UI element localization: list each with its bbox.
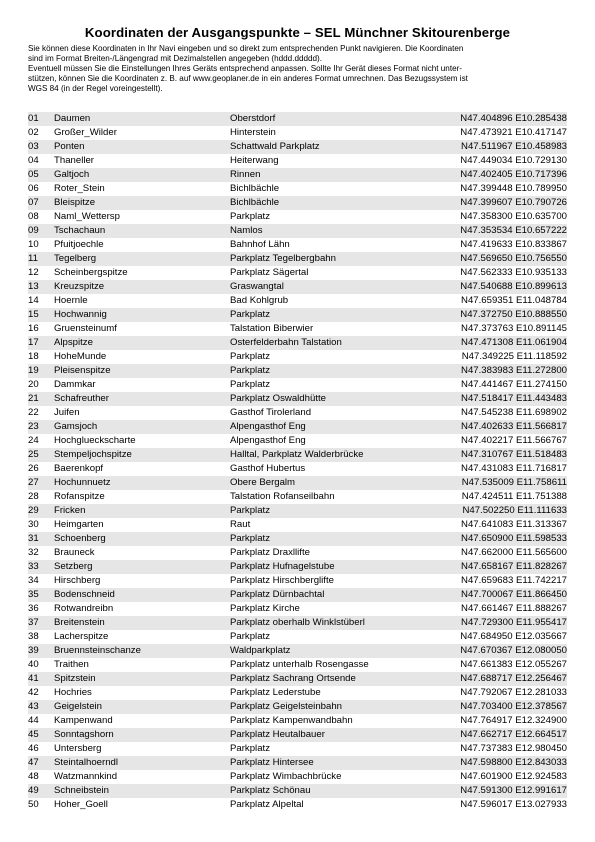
summit-name: Hochwannig (54, 309, 107, 320)
coordinates: N47.700067 E11.866450 (461, 589, 567, 600)
coordinates: N47.569650 E10.756550 (460, 253, 567, 264)
coordinates: N47.661383 E12.055267 (460, 659, 567, 670)
summit-name: Kreuzspitze (54, 281, 105, 292)
row-number: 47 (28, 757, 39, 768)
row-number: 01 (28, 113, 39, 124)
table-row (28, 798, 567, 812)
table-row (28, 546, 567, 560)
row-number: 06 (28, 183, 39, 194)
row-number: 32 (28, 547, 39, 558)
summit-name: Hochunnuetz (54, 477, 111, 488)
starting-point: Rinnen (230, 169, 261, 180)
summit-name: Gruensteinumf (54, 323, 117, 334)
row-number: 44 (28, 715, 39, 726)
table-row (28, 490, 567, 504)
coordinates: N47.471308 E11.061904 (461, 337, 567, 348)
summit-name: Bruennsteinschanze (54, 645, 141, 656)
row-number: 15 (28, 309, 39, 320)
summit-name: Setzberg (54, 561, 93, 572)
row-number: 43 (28, 701, 39, 712)
row-number: 36 (28, 603, 39, 614)
row-number: 17 (28, 337, 39, 348)
row-number: 16 (28, 323, 39, 334)
starting-point: Parkplatz Kirche (230, 603, 300, 614)
starting-point: Parkplatz (230, 379, 270, 390)
summit-name: Daumen (54, 113, 91, 124)
table-row (28, 644, 567, 658)
row-number: 22 (28, 407, 39, 418)
table-row (28, 602, 567, 616)
coordinates: N47.518417 E11.443483 (461, 393, 567, 404)
starting-point: Parkplatz Sägertal (230, 267, 309, 278)
row-number: 09 (28, 225, 39, 236)
summit-name: Juifen (54, 407, 80, 418)
starting-point: Parkplatz Hintersee (230, 757, 314, 768)
coordinates: N47.641083 E11.313367 (461, 519, 567, 530)
starting-point: Alpengasthof Eng (230, 435, 306, 446)
coordinates: N47.703400 E12.378567 (460, 701, 567, 712)
coordinates: N47.424511 E11.751388 (461, 491, 567, 502)
coordinates: N47.310767 E11.518483 (461, 449, 567, 460)
table-row (28, 714, 567, 728)
starting-point: Parkplatz Dürnbachtal (230, 589, 325, 600)
row-number: 30 (28, 519, 39, 530)
coordinates: N47.764917 E12.324900 (460, 715, 567, 726)
table-row (28, 196, 567, 210)
table-row (28, 210, 567, 224)
row-number: 41 (28, 673, 39, 684)
coordinates: N47.684950 E12.035667 (460, 631, 567, 642)
coordinates: N47.688717 E12.256467 (460, 673, 567, 684)
starting-point: Namlos (230, 225, 263, 236)
summit-name: Großer_Wilder (54, 127, 117, 138)
table-row (28, 350, 567, 364)
summit-name: Lacherspitze (54, 631, 109, 642)
row-number: 03 (28, 141, 39, 152)
coordinates: N47.358300 E10.635700 (460, 211, 567, 222)
starting-point: Parkplatz Schönau (230, 785, 311, 796)
starting-point: Waldparkplatz (230, 645, 291, 656)
summit-name: Hochries (54, 687, 92, 698)
starting-point: Parkplatz Wimbachbrücke (230, 771, 342, 782)
table-row (28, 434, 567, 448)
coordinates: N47.373763 E10.891145 (461, 323, 567, 334)
table-row (28, 616, 567, 630)
starting-point: Parkplatz unterhalb Rosengasse (230, 659, 369, 670)
starting-point: Parkplatz Lederstube (230, 687, 321, 698)
row-number: 14 (28, 295, 39, 306)
table-row (28, 280, 567, 294)
starting-point: Bichlbächle (230, 197, 280, 208)
coordinates: N47.662000 E11.565600 (461, 547, 567, 558)
coordinates: N47.383983 E11.272800 (461, 365, 567, 376)
row-number: 26 (28, 463, 39, 474)
summit-name: Hochglueckscharte (54, 435, 136, 446)
intro-line: Sie können diese Koordinaten in Ihr Navi eingeben und so direkt zum entsprechenden Punkt navigieren. Die Koordinaten (28, 44, 464, 53)
starting-point: Talstation Rofanseilbahn (230, 491, 335, 502)
table-row (28, 476, 567, 490)
table-row (28, 770, 567, 784)
table-row (28, 784, 567, 798)
intro-line: WGS 84 (in der Regel voreingestellt). (28, 84, 163, 93)
starting-point: Parkplatz (230, 505, 270, 516)
table-row (28, 224, 567, 238)
coordinates: N47.596017 E13.027933 (460, 799, 567, 810)
starting-point: Parkplatz (230, 211, 270, 222)
table-row (28, 308, 567, 322)
table-row (28, 294, 567, 308)
starting-point: Halltal, Parkplatz Walderbrücke (230, 449, 364, 460)
row-number: 05 (28, 169, 39, 180)
starting-point: Bichlbächle (230, 183, 280, 194)
coordinates: N47.402217 E11.566767 (461, 435, 567, 446)
row-number: 37 (28, 617, 39, 628)
intro-paragraph (28, 44, 573, 94)
table-row (28, 672, 567, 686)
starting-point: Obere Bergalm (230, 477, 296, 488)
summit-name: Stempeljochspitze (54, 449, 132, 460)
coordinates: N47.441467 E11.274150 (461, 379, 567, 390)
summit-name: Geigelstein (54, 701, 102, 712)
starting-point: Parkplatz (230, 743, 270, 754)
coordinates: N47.353534 E10.657222 (460, 225, 567, 236)
row-number: 07 (28, 197, 39, 208)
table-row (28, 168, 567, 182)
coordinates: N47.598800 E12.843033 (460, 757, 567, 768)
coordinates: N47.545238 E11.698902 (461, 407, 567, 418)
summit-name: Heimgarten (54, 519, 104, 530)
table-row (28, 126, 567, 140)
coordinates: N47.402405 E10.717396 (460, 169, 567, 180)
coordinates: N47.349225 E11.118592 (461, 351, 567, 362)
summit-name: Rotwandreibn (54, 603, 114, 614)
coordinates: N47.792067 E12.281033 (460, 687, 567, 698)
row-number: 27 (28, 477, 39, 488)
summit-name: Bleispitze (54, 197, 96, 208)
row-number: 38 (28, 631, 39, 642)
coordinates: N47.659351 E11.048784 (461, 295, 567, 306)
starting-point: Parkplatz Geigelsteinbahn (230, 701, 342, 712)
table-row (28, 252, 567, 266)
summit-name: Alpspitze (54, 337, 93, 348)
coordinates: N47.502250 E11.111633 (462, 505, 567, 516)
table-row (28, 658, 567, 672)
starting-point: Parkplatz oberhalb Winklstüberl (230, 617, 365, 628)
starting-point: Parkplatz (230, 309, 270, 320)
summit-name: Brauneck (54, 547, 95, 558)
starting-point: Parkplatz Alpeltal (230, 799, 304, 810)
row-number: 46 (28, 743, 39, 754)
row-number: 42 (28, 687, 39, 698)
row-number: 24 (28, 435, 39, 446)
table-row (28, 448, 567, 462)
coordinates: N47.399607 E10.790726 (460, 197, 567, 208)
summit-name: Spitzstein (54, 673, 96, 684)
table-row (28, 364, 567, 378)
coordinates: N47.658167 E11.828267 (461, 561, 567, 572)
summit-name: Hirschberg (54, 575, 101, 586)
coordinates: N47.419633 E10.833867 (460, 239, 567, 250)
table-row (28, 462, 567, 476)
summit-name: Hoernle (54, 295, 88, 306)
row-number: 50 (28, 799, 39, 810)
table-row (28, 686, 567, 700)
coordinates: N47.372750 E10.888550 (460, 309, 567, 320)
table-row (28, 238, 567, 252)
starting-point: Schattwald Parkplatz (230, 141, 320, 152)
coordinates: N47.591300 E12.991617 (460, 785, 567, 796)
table-row (28, 266, 567, 280)
row-number: 11 (28, 253, 38, 264)
summit-name: Schafreuther (54, 393, 109, 404)
row-number: 23 (28, 421, 39, 432)
summit-name: Galtjoch (54, 169, 90, 180)
row-number: 04 (28, 155, 39, 166)
row-number: 20 (28, 379, 39, 390)
coordinates: N47.650900 E11.598533 (461, 533, 567, 544)
table-row (28, 756, 567, 770)
row-number: 02 (28, 127, 39, 138)
starting-point: Parkplatz (230, 351, 270, 362)
starting-point: Talstation Biberwier (230, 323, 314, 334)
summit-name: Gamsjoch (54, 421, 98, 432)
coordinates: N47.540688 E10.899613 (460, 281, 567, 292)
table-row (28, 182, 567, 196)
row-number: 12 (28, 267, 39, 278)
row-number: 28 (28, 491, 39, 502)
starting-point: Graswangtal (230, 281, 284, 292)
table-row (28, 112, 567, 126)
coordinates: N47.535009 E11.758611 (461, 477, 567, 488)
starting-point: Parkplatz (230, 365, 270, 376)
summit-name: Scheinbergspitze (54, 267, 128, 278)
summit-name: Breitenstein (54, 617, 105, 628)
starting-point: Parkplatz (230, 533, 270, 544)
table-row (28, 742, 567, 756)
starting-point: Gasthof Hubertus (230, 463, 306, 474)
table-row (28, 406, 567, 420)
intro-line: sind im Format Breiten-/Längengrad mit Dezimalstellen angegeben (hddd.ddddd). (28, 54, 323, 63)
row-number: 13 (28, 281, 39, 292)
table-row (28, 392, 567, 406)
table-row (28, 504, 567, 518)
table-row (28, 574, 567, 588)
summit-name: Steintalhoerndl (54, 757, 119, 768)
table-row (28, 560, 567, 574)
table-row (28, 518, 567, 532)
table-row (28, 700, 567, 714)
row-number: 08 (28, 211, 39, 222)
coordinates: N47.601900 E12.924583 (460, 771, 567, 782)
row-number: 48 (28, 771, 39, 782)
summit-name: Untersberg (54, 743, 102, 754)
summit-name: Schneibstein (54, 785, 109, 796)
starting-point: Parkplatz Draxllifte (230, 547, 310, 558)
summit-name: Baerenkopf (54, 463, 104, 474)
starting-point: Parkplatz Hirschberglifte (230, 575, 334, 586)
row-number: 40 (28, 659, 39, 670)
summit-name: Watzmannkind (54, 771, 118, 782)
coordinates: N47.662717 E12.664517 (460, 729, 567, 740)
coordinates: N47.473921 E10.417147 (460, 127, 567, 138)
coordinates: N47.404896 E10.285438 (460, 113, 567, 124)
row-number: 49 (28, 785, 39, 796)
coordinates: N47.562333 E10.935133 (460, 267, 567, 278)
coordinates: N47.659683 E11.742217 (461, 575, 567, 586)
summit-name: Dammkar (54, 379, 96, 390)
table-row (28, 140, 567, 154)
summit-name: Kampenwand (54, 715, 113, 726)
starting-point: Hinterstein (230, 127, 276, 138)
row-number: 39 (28, 645, 39, 656)
coordinates: N47.431083 E11.716817 (461, 463, 567, 474)
coordinates: N47.402633 E11.566817 (461, 421, 567, 432)
intro-line: Eventuell müssen Sie die Einstellungen Ihres Geräts entsprechend anpassen. Sollte Ihr Gerät dieses Format nicht unter- (28, 64, 463, 73)
coordinates: N47.449034 E10.729130 (460, 155, 567, 166)
starting-point: Parkplatz Sachrang Ortsende (230, 673, 356, 684)
starting-point: Parkplatz Tegelbergbahn (230, 253, 336, 264)
summit-name: Pfuitjoechle (54, 239, 104, 250)
starting-point: Parkplatz Heutalbauer (230, 729, 325, 740)
summit-name: HoheMunde (54, 351, 107, 362)
summit-name: Bodenschneid (54, 589, 115, 600)
starting-point: Bad Kohlgrub (230, 295, 289, 306)
starting-point: Parkplatz Kampenwandbahn (230, 715, 353, 726)
summit-name: Fricken (54, 505, 86, 516)
coordinates: N47.399448 E10.789950 (460, 183, 567, 194)
row-number: 34 (28, 575, 39, 586)
summit-name: Sonntagshorn (54, 729, 114, 740)
starting-point: Parkplatz Oswaldhütte (230, 393, 326, 404)
table-row (28, 588, 567, 602)
row-number: 45 (28, 729, 39, 740)
table-row (28, 420, 567, 434)
summit-name: Tegelberg (54, 253, 97, 264)
summit-name: Rofanspitze (54, 491, 105, 502)
summit-name: Hoher_Goell (54, 799, 108, 810)
summit-name: Tschachaun (54, 225, 106, 236)
starting-point: Heiterwang (230, 155, 279, 166)
starting-point: Osterfelderbahn Talstation (230, 337, 342, 348)
summit-name: Schoenberg (54, 533, 106, 544)
row-number: 21 (28, 393, 39, 404)
intro-line: stützen, können Sie die Koordinaten z. B. auf www.geoplaner.de in ein anderes Format umrechnen. Das Bezugssystem ist (28, 74, 468, 83)
coordinates-table (28, 112, 567, 812)
row-number: 33 (28, 561, 39, 572)
row-number: 19 (28, 365, 39, 376)
starting-point: Raut (230, 519, 251, 530)
coordinates: N47.670367 E12.080050 (460, 645, 567, 656)
row-number: 18 (28, 351, 39, 362)
summit-name: Roter_Stein (54, 183, 105, 194)
row-number: 29 (28, 505, 39, 516)
table-row (28, 378, 567, 392)
starting-point: Parkplatz (230, 631, 270, 642)
page-title: Koordinaten der Ausgangspunkte – SEL Münchner Skitourenberge (84, 25, 511, 40)
starting-point: Oberstdorf (230, 113, 276, 124)
summit-name: Ponten (54, 141, 85, 152)
coordinates: N47.661467 E11.888267 (461, 603, 567, 614)
table-row (28, 154, 567, 168)
row-number: 25 (28, 449, 39, 460)
coordinates: N47.737383 E12.980450 (460, 743, 567, 754)
table-row (28, 532, 567, 546)
starting-point: Bahnhof Lähn (230, 239, 290, 250)
row-number: 31 (28, 533, 39, 544)
starting-point: Gasthof Tirolerland (230, 407, 312, 418)
coordinates: N47.511967 E10.458983 (461, 141, 567, 152)
row-number: 10 (28, 239, 39, 250)
summit-name: Pleisenspitze (54, 365, 111, 376)
table-row (28, 322, 567, 336)
table-row (28, 728, 567, 742)
coordinates: N47.729300 E11.955417 (461, 617, 567, 628)
table-row (28, 336, 567, 350)
summit-name: Thaneller (54, 155, 94, 166)
starting-point: Parkplatz Hufnagelstube (230, 561, 335, 572)
table-row (28, 630, 567, 644)
summit-name: Naml_Wettersp (54, 211, 120, 222)
starting-point: Alpengasthof Eng (230, 421, 306, 432)
row-number: 35 (28, 589, 39, 600)
summit-name: Traithen (54, 659, 89, 670)
